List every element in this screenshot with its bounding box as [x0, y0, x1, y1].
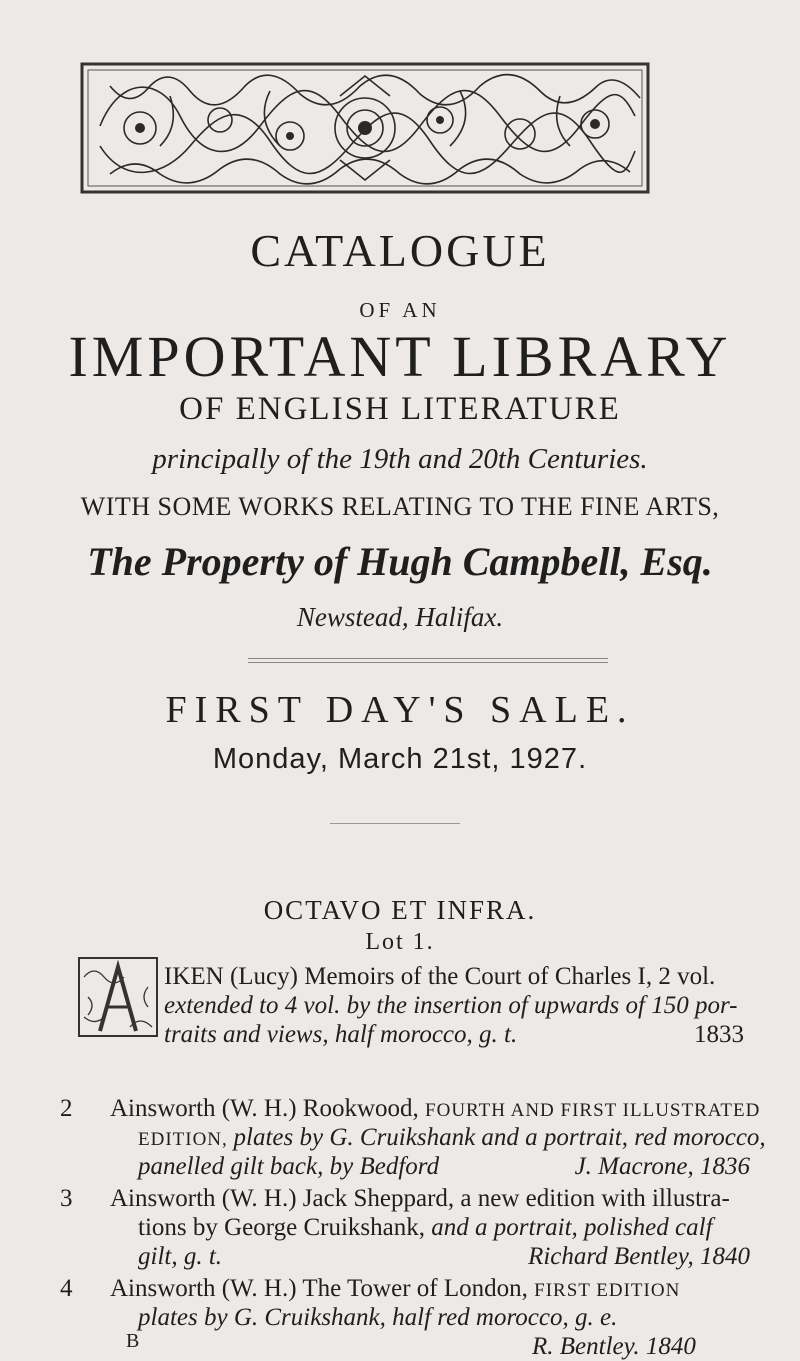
lot-1-entry	[164, 962, 744, 1049]
lot-4-number: 4	[60, 1275, 73, 1302]
lot-3-number: 3	[60, 1185, 73, 1212]
library-title: IMPORTANT LIBRARY	[68, 324, 732, 389]
lot-3-entry	[60, 1184, 750, 1271]
lot-3-publisher: Richard Bentley, 1840	[528, 1243, 750, 1270]
lot-3-title: Ainsworth (W. H.) Jack Sheppard, a new edition with illustra-	[110, 1185, 730, 1212]
lot-1-line-2: extended to 4 vol. by the insertion of upwards of 150 por-	[164, 992, 738, 1019]
lot-2-publisher: J. Macrone, 1836	[574, 1153, 750, 1180]
section-heading: OCTAVO ET INFRA.	[263, 895, 537, 925]
english-literature-line: OF ENGLISH LITERATURE	[179, 391, 621, 427]
lot-label: Lot 1.	[365, 929, 435, 955]
ornamental-headpiece	[80, 56, 650, 206]
centuries-line: principally of the 19th and 20th Centuries.	[152, 443, 648, 475]
sale-date: Monday, March 21st, 1927.	[212, 743, 588, 775]
decorated-initial-icon	[78, 957, 158, 1037]
lot-2-description: plates by G. Cruikshank and a portrait, red morocco,	[233, 1124, 766, 1151]
lot-2-number: 2	[60, 1095, 73, 1122]
lot-4-entry	[60, 1274, 750, 1361]
lot-1-line-1: IKEN (Lucy) Memoirs of the Court of Charles I, 2 vol.	[164, 963, 716, 990]
lot-4-title: Ainsworth (W. H.) The Tower of London,	[110, 1275, 535, 1302]
lot-2-edition-cont: EDITION,	[138, 1129, 234, 1150]
lot-3-description: and a portrait, polished calf	[431, 1214, 713, 1241]
lot-1-line-3: traits and views, half morocco, g. t.	[164, 1021, 518, 1048]
sale-heading: FIRST DAY'S SALE.	[165, 689, 635, 731]
lot-2-edition: FOURTH AND FIRST ILLUSTRATED	[425, 1100, 761, 1121]
lot-2-title: Ainsworth (W. H.) Rookwood,	[110, 1095, 426, 1122]
owner-address: Newstead, Halifax.	[296, 602, 504, 632]
lot-2-entry	[60, 1094, 766, 1181]
lot-2-binding: panelled gilt back, by Bedford	[138, 1153, 440, 1180]
lot-3-binding: gilt, g. t.	[138, 1243, 223, 1270]
lot-3-illustrator: tions by George Cruikshank,	[138, 1214, 432, 1241]
catalogue-heading: CATALOGUE	[250, 225, 550, 276]
owner-line: The Property of Hugh Campbell, Esq.	[87, 539, 713, 584]
of-an-line: OF AN	[359, 298, 441, 322]
signature-mark: B	[126, 1330, 140, 1352]
lot-4-edition: FIRST EDITION	[534, 1280, 681, 1301]
lot-4-publisher: R. Bentley. 1840	[532, 1333, 696, 1360]
lot-4-description: plates by G. Cruikshank, half red morocco, g. e.	[138, 1304, 618, 1331]
lot-1-year: 1833	[694, 1021, 744, 1048]
divider-rule	[248, 658, 608, 663]
fine-arts-line: WITH SOME WORKS RELATING TO THE FINE ARTS,	[80, 492, 720, 521]
short-divider-rule	[330, 823, 460, 824]
